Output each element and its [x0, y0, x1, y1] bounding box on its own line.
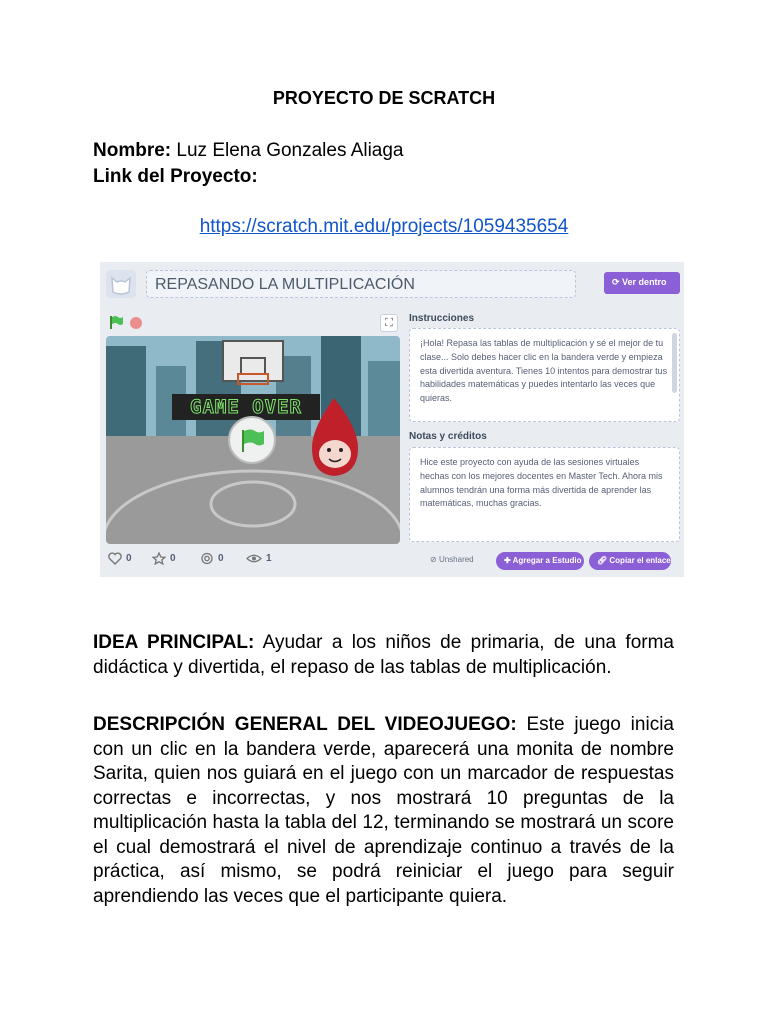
instructions-heading: Instrucciones [409, 313, 475, 324]
star-icon [152, 553, 170, 564]
eye-icon [246, 553, 266, 564]
remix-icon: ⟳ [612, 277, 623, 287]
unshared-status: ⊘ Unshared [430, 555, 474, 564]
main-idea-paragraph [93, 631, 674, 680]
description-label: DESCRIPCIÓN GENERAL DEL VIDEOJUEGO: [93, 714, 517, 735]
link-icon: 🔗︎ [597, 556, 610, 565]
favorites-stat[interactable]: 0 [152, 552, 176, 565]
instructions-box[interactable] [409, 328, 680, 422]
notes-text: Hice este proyecto con ayuda de las sesiones virtuales hechas con los mejores docentes en Master Tech. Ahora mis alumnos tendrán una forma más divertida de aprender las matemáticas, muchas gracias. [420, 457, 663, 509]
views-stat: 1 [246, 552, 272, 565]
heart-icon [108, 553, 126, 564]
scratch-cat-icon [106, 270, 136, 298]
plus-icon: ✚ [504, 556, 513, 565]
notes-box[interactable] [409, 447, 680, 542]
instructions-text: ¡Hola! Repasa las tablas de multiplicación y sé el mejor de tu clase... Solo debes hacer clic en la bandera verde y empieza esta divertida aventura. Tienes 10 intentos para demostrar tus habilidades matemáticas y puedes intentarlo las veces que quieras. [420, 338, 668, 404]
green-flag-icon[interactable] [108, 314, 124, 335]
link-label: Link del Proyecto: [93, 166, 258, 187]
project-link[interactable]: https://scratch.mit.edu/projects/1059435654 [199, 216, 569, 237]
loves-stat[interactable]: 0 [108, 552, 132, 565]
link-label-line [93, 166, 258, 188]
project-title: REPASANDO LA MULTIPLICACIÓN [146, 270, 576, 298]
remix-icon [200, 553, 218, 564]
description-text: Este juego inicia con un clic en la bandera verde, aparecerá una monita de nombre Sarita, quien nos guiará en el juego con un marcador de respuestas correctas e incorrectas, y nos mostrará 10 preguntas de la multiplicación hasta la tabla del 12, terminando se mostrará un score el cual demostrará el nivel de aprendizaje continuo a través de la práctica, así mismo, se podrá reiniciar el juego para seguir aprendiendo las veces que el participante quiera. [93, 714, 674, 907]
unshared-icon: ⊘ [430, 555, 439, 564]
see-inside-button[interactable]: ⟳ Ver dentro [604, 272, 680, 294]
name-line [93, 140, 404, 162]
stop-icon[interactable] [130, 317, 142, 329]
add-to-studio-button[interactable]: ✚ Agregar a Estudio [496, 552, 584, 570]
remixes-stat: 0 [200, 552, 224, 565]
fullscreen-icon[interactable]: ⛶ [380, 314, 398, 332]
main-idea-label: IDEA PRINCIPAL: [93, 632, 255, 653]
name-label: Nombre: [93, 140, 172, 161]
game-stage[interactable] [106, 336, 400, 544]
copy-link-button[interactable]: 🔗︎ Copiar el enlace [589, 552, 671, 570]
instructions-scrollbar[interactable] [672, 333, 677, 393]
game-over-label: GAME OVER [190, 396, 302, 418]
description-paragraph [93, 713, 674, 909]
name-value: Luz Elena Gonzales Aliaga [171, 140, 404, 161]
document-title: PROYECTO DE SCRATCH [272, 88, 496, 108]
scratch-project-screenshot [100, 262, 684, 577]
main-idea-text: Ayudar a los niños de primaria, de una forma didáctica y divertida, el repaso de las tablas de multiplicación. [93, 632, 674, 678]
notes-heading: Notas y créditos [409, 431, 487, 442]
